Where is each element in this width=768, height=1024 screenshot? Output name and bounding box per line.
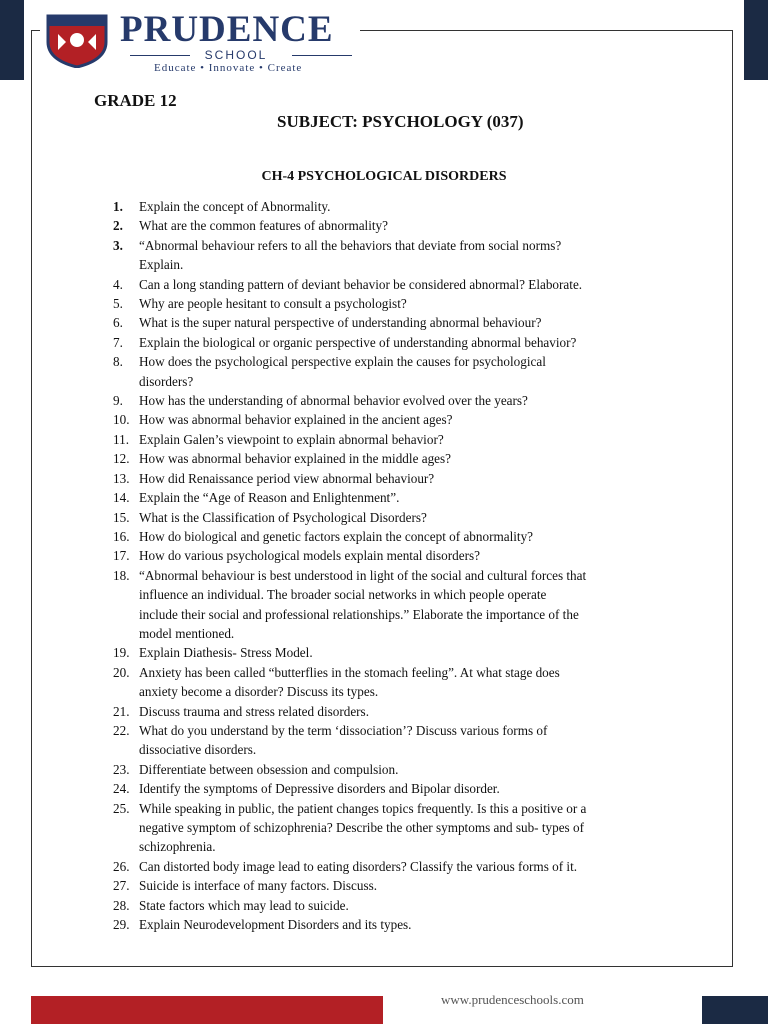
question-number: 13. bbox=[113, 470, 130, 486]
question-text bbox=[139, 915, 673, 934]
question-line: How do biological and genetic factors explain the concept of abnormality? bbox=[139, 528, 534, 544]
question-item bbox=[113, 449, 673, 468]
question-number: 7. bbox=[113, 334, 123, 350]
question-line: Explain the concept of Abnormality. bbox=[139, 199, 331, 214]
question-number: 18. bbox=[113, 567, 130, 583]
question-number: 12. bbox=[113, 451, 130, 467]
question-number: 26. bbox=[113, 858, 130, 874]
question-item bbox=[113, 410, 673, 429]
question-number: 4. bbox=[113, 276, 123, 292]
question-line: Suicide is interface of many factors. Discuss. bbox=[139, 878, 378, 894]
question-number: 27. bbox=[113, 878, 130, 894]
question-text bbox=[139, 294, 673, 313]
question-text bbox=[139, 430, 673, 449]
question-text bbox=[139, 313, 673, 332]
footer-red-bar bbox=[31, 996, 383, 1024]
question-line: What is the Classification of Psychological Disorders? bbox=[139, 509, 427, 525]
question-line: How was abnormal behavior explained in the ancient ages? bbox=[139, 412, 453, 428]
question-number: 9. bbox=[113, 393, 123, 409]
question-item bbox=[113, 527, 673, 546]
question-number: 14. bbox=[113, 490, 130, 506]
brand-name: PRUDENCE bbox=[120, 9, 334, 50]
question-text bbox=[139, 236, 673, 275]
question-text bbox=[139, 760, 673, 779]
question-text bbox=[139, 449, 673, 468]
question-list bbox=[113, 197, 673, 934]
question-line: influence an individual. The broader social networks in which people operate bbox=[139, 587, 547, 603]
footer-url: www.prudenceschools.com bbox=[441, 992, 584, 1007]
question-text bbox=[139, 410, 673, 429]
question-number: 29. bbox=[113, 917, 130, 933]
question-number: 25. bbox=[113, 800, 130, 816]
question-number: 2. bbox=[113, 218, 123, 234]
question-item bbox=[113, 760, 673, 779]
question-item bbox=[113, 216, 673, 235]
brand-school-row bbox=[120, 48, 352, 62]
question-line: anxiety become a disorder? Discuss its types. bbox=[139, 684, 379, 700]
question-number: 20. bbox=[113, 664, 130, 680]
question-line: Anxiety has been called “butterflies in the stomach feeling”. At what stage does bbox=[139, 664, 560, 680]
question-line: What is the super natural perspective of understanding abnormal behaviour? bbox=[139, 315, 542, 331]
question-line: dissociative disorders. bbox=[139, 742, 257, 758]
question-text bbox=[139, 275, 673, 294]
question-text bbox=[139, 779, 673, 798]
question-item bbox=[113, 546, 673, 565]
question-line: schizophrenia. bbox=[139, 839, 216, 855]
question-item bbox=[113, 333, 673, 352]
question-text bbox=[139, 896, 673, 915]
question-item bbox=[113, 915, 673, 934]
question-line: “Abnormal behaviour is best understood in light of the social and cultural forces that bbox=[139, 567, 587, 583]
brand-line-right bbox=[292, 55, 352, 56]
question-number: 1. bbox=[113, 199, 123, 214]
question-line: negative symptom of schizophrenia? Describe the other symptoms and sub- types of bbox=[139, 820, 584, 835]
question-item bbox=[113, 876, 673, 895]
question-line: Explain Neurodevelopment Disorders and its types. bbox=[139, 917, 412, 933]
question-line: include their social and professional relationships.” Elaborate the importance of the bbox=[139, 606, 579, 622]
question-text bbox=[139, 197, 673, 216]
question-item bbox=[113, 566, 673, 644]
question-item bbox=[113, 469, 673, 488]
question-text bbox=[139, 702, 673, 721]
footer-navy-bar bbox=[702, 996, 768, 1024]
question-text bbox=[139, 643, 673, 662]
question-line: Why are people hesitant to consult a psychologist? bbox=[139, 296, 407, 312]
question-line: Explain the “Age of Reason and Enlightenment”. bbox=[139, 490, 400, 506]
header-left-bar bbox=[0, 0, 24, 80]
grade-heading: GRADE 12 bbox=[94, 91, 177, 110]
question-number: 23. bbox=[113, 761, 130, 777]
question-text bbox=[139, 216, 673, 235]
question-number: 6. bbox=[113, 315, 123, 331]
question-number: 5. bbox=[113, 296, 123, 312]
question-line: Explain the biological or organic perspective of understanding abnormal behavior? bbox=[139, 334, 577, 350]
question-line: Explain. bbox=[139, 257, 184, 273]
question-text bbox=[139, 333, 673, 352]
question-text bbox=[139, 546, 673, 565]
school-crest-icon bbox=[40, 12, 114, 68]
question-line: How was abnormal behavior explained in the middle ages? bbox=[139, 451, 452, 467]
question-number: 17. bbox=[113, 548, 130, 564]
question-item bbox=[113, 197, 673, 216]
question-item bbox=[113, 488, 673, 507]
question-item bbox=[113, 663, 673, 702]
question-line: “Abnormal behaviour refers to all the behaviors that deviate from social norms? bbox=[139, 237, 562, 253]
question-line: What do you understand by the term ‘dissociation’? Discuss various forms of bbox=[139, 722, 548, 738]
question-text bbox=[139, 391, 673, 410]
question-line: State factors which may lead to suicide. bbox=[139, 897, 349, 913]
question-line: While speaking in public, the patient changes topics frequently. Is this a positive or a bbox=[139, 800, 587, 816]
question-number: 22. bbox=[113, 722, 130, 738]
question-text bbox=[139, 857, 673, 876]
question-line: Can distorted body image lead to eating disorders? Classify the various forms of it. bbox=[139, 858, 578, 874]
question-item bbox=[113, 236, 673, 275]
question-line: Discuss trauma and stress related disorders. bbox=[139, 703, 369, 719]
question-text bbox=[139, 721, 673, 760]
question-number: 3. bbox=[113, 237, 123, 253]
question-line: What are the common features of abnormality? bbox=[139, 218, 388, 234]
question-line: How does the psychological perspective explain the causes for psychological bbox=[139, 354, 546, 370]
question-number: 24. bbox=[113, 781, 130, 797]
question-item bbox=[113, 430, 673, 449]
question-number: 28. bbox=[113, 897, 130, 913]
question-line: Can a long standing pattern of deviant behavior be considered abnormal? Elaborate. bbox=[139, 276, 583, 292]
question-text bbox=[139, 876, 673, 895]
question-line: Explain Diathesis- Stress Model. bbox=[139, 645, 313, 661]
question-text bbox=[139, 469, 673, 488]
question-text bbox=[139, 566, 673, 644]
question-text bbox=[139, 799, 673, 857]
chapter-heading: CH-4 PSYCHOLOGICAL DISORDERS bbox=[261, 169, 507, 184]
question-line: disorders? bbox=[139, 373, 194, 389]
question-number: 11. bbox=[113, 431, 129, 447]
question-item bbox=[113, 799, 673, 857]
question-item bbox=[113, 643, 673, 662]
question-number: 15. bbox=[113, 509, 130, 525]
question-number: 16. bbox=[113, 528, 130, 544]
question-number: 21. bbox=[113, 703, 130, 719]
question-number: 19. bbox=[113, 645, 130, 661]
subject-heading: SUBJECT: PSYCHOLOGY (037) bbox=[277, 112, 524, 131]
question-text bbox=[139, 488, 673, 507]
question-item bbox=[113, 294, 673, 313]
header-right-bar bbox=[744, 0, 768, 80]
question-line: How do various psychological models explain mental disorders? bbox=[139, 548, 480, 564]
question-item bbox=[113, 702, 673, 721]
question-line: Explain Galen’s viewpoint to explain abnormal behavior? bbox=[139, 431, 444, 447]
question-item bbox=[113, 313, 673, 332]
question-item bbox=[113, 275, 673, 294]
question-text bbox=[139, 352, 673, 391]
question-number: 8. bbox=[113, 354, 123, 370]
question-item bbox=[113, 779, 673, 798]
question-line: How did Renaissance period view abnormal behaviour? bbox=[139, 470, 435, 486]
question-item bbox=[113, 352, 673, 391]
question-line: How has the understanding of abnormal behavior evolved over the years? bbox=[139, 393, 528, 409]
question-line: model mentioned. bbox=[139, 625, 235, 641]
question-number: 10. bbox=[113, 412, 130, 428]
brand-tagline: Educate • Innovate • Create bbox=[154, 62, 303, 74]
question-text bbox=[139, 527, 673, 546]
school-logo bbox=[40, 9, 360, 74]
question-item bbox=[113, 896, 673, 915]
question-text bbox=[139, 663, 673, 702]
question-item bbox=[113, 508, 673, 527]
question-line: Identify the symptoms of Depressive disorders and Bipolar disorder. bbox=[139, 781, 500, 797]
question-item bbox=[113, 857, 673, 876]
question-text bbox=[139, 508, 673, 527]
question-item bbox=[113, 391, 673, 410]
brand-school: SCHOOL bbox=[204, 48, 268, 62]
question-item bbox=[113, 721, 673, 760]
question-line: Differentiate between obsession and compulsion. bbox=[139, 761, 399, 777]
